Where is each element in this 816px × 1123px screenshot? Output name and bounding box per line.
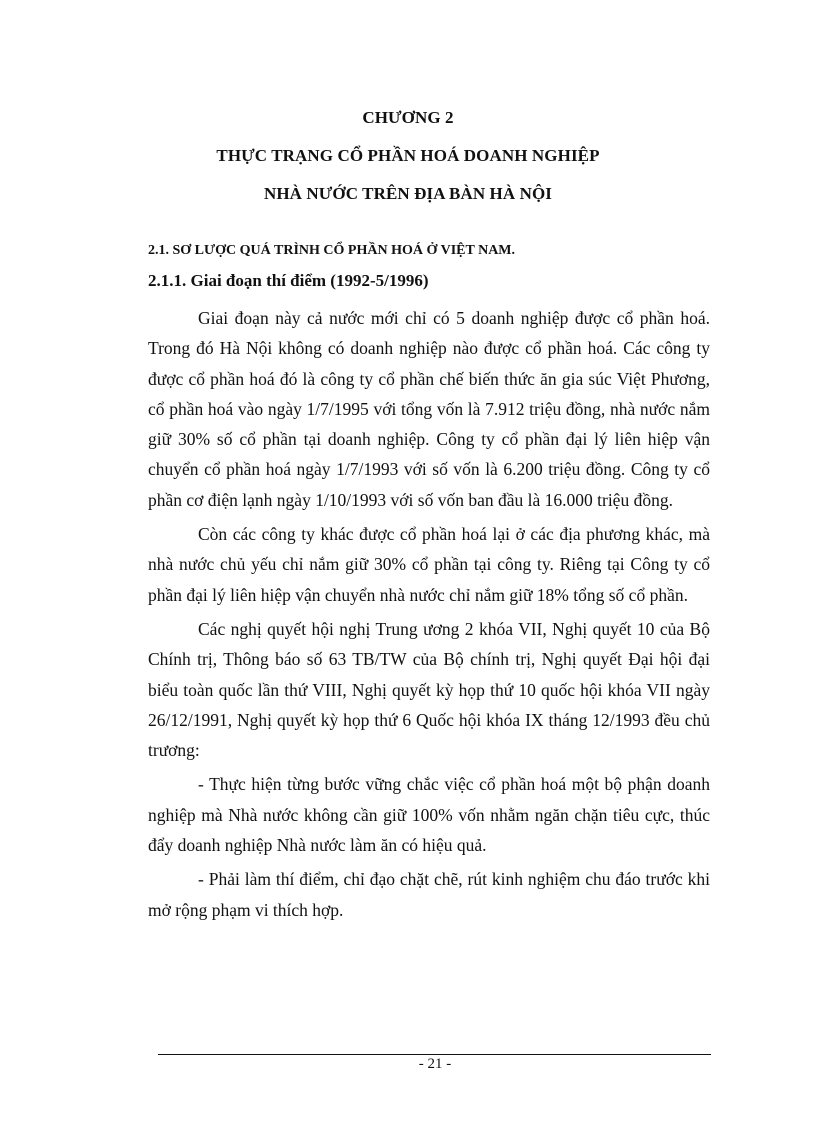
section-heading: 2.1. SƠ LƯỢC QUÁ TRÌNH CỔ PHẦN HOÁ Ở VIỆT NAM. [148,243,516,258]
subsection-heading: 2.1.1. Giai đoạn thí điểm (1992-5/1996) [148,271,429,290]
paragraph-1: Giai đoạn này cả nước mới chỉ có 5 doanh nghiệp được cổ phần hoá. Trong đó Hà Nội không có doanh nghiệp nào được cổ phần hoá. Các công ty được cổ phần hoá đó là công ty cổ phần chế biến thức ăn gia súc Việt Phương, cổ phần hoá vào ngày 1/7/1995 với tổng vốn là 7.912 triệu đồng, nhà nước nắm giữ 30% số cổ phần tại doanh nghiệp. Công ty cổ phần đại lý liên hiệp vận chuyển cổ phần hoá ngày 1/7/1993 với số vốn là 6.200 triệu đồng. Công ty cổ phần cơ điện lạnh ngày 1/10/1993 với số vốn ban đầu là 16.000 triệu đồng. [148,308,710,510]
footer-divider [158,1054,711,1055]
chapter-title-line1: THỰC TRẠNG CỔ PHẦN HOÁ DOANH NGHIỆP [216,146,600,165]
paragraph-3: Các nghị quyết hội nghị Trung ương 2 khóa VII, Nghị quyết 10 của Bộ Chính trị, Thông báo số 63 TB/TW của Bộ chính trị, Nghị quyết Đại hội đại biểu toàn quốc lần thứ VIII, Nghị quyết kỳ họp thứ 10 quốc hội khóa VII ngày 26/12/1991, Nghị quyết kỳ họp thứ 6 Quốc hội khóa IX tháng 12/1993 đều chủ trương: [148,618,710,761]
page-number: - 21 - [418,1056,452,1072]
paragraph-2: Còn các công ty khác được cổ phần hoá lại ở các địa phương khác, mà nhà nước chủ yếu chỉ nắm giữ 30% cổ phần tại công ty. Riêng tại Công ty cổ phần đại lý liên hiệp vận chuyển nhà nước chỉ nắm giữ 18% tổng số cổ phần. [148,524,710,605]
chapter-label: CHƯƠNG 2 [362,108,454,127]
bullet-item-1: - Thực hiện từng bước vững chắc việc cổ phần hoá một bộ phận doanh nghiệp mà Nhà nước không cần giữ 100% vốn nhằm ngăn chặn tiêu cực, thúc đẩy doanh nghiệp Nhà nước làm ăn có hiệu quả. [148,774,710,856]
body-text [148,303,710,929]
chapter-title-line2: NHÀ NƯỚC TRÊN ĐỊA BÀN HÀ NỘI [263,184,553,203]
bullet-item-2: - Phải làm thí điểm, chỉ đạo chặt chẽ, rút kinh nghiệm chu đáo trước khi mở rộng phạm vi thích hợp. [148,869,710,920]
